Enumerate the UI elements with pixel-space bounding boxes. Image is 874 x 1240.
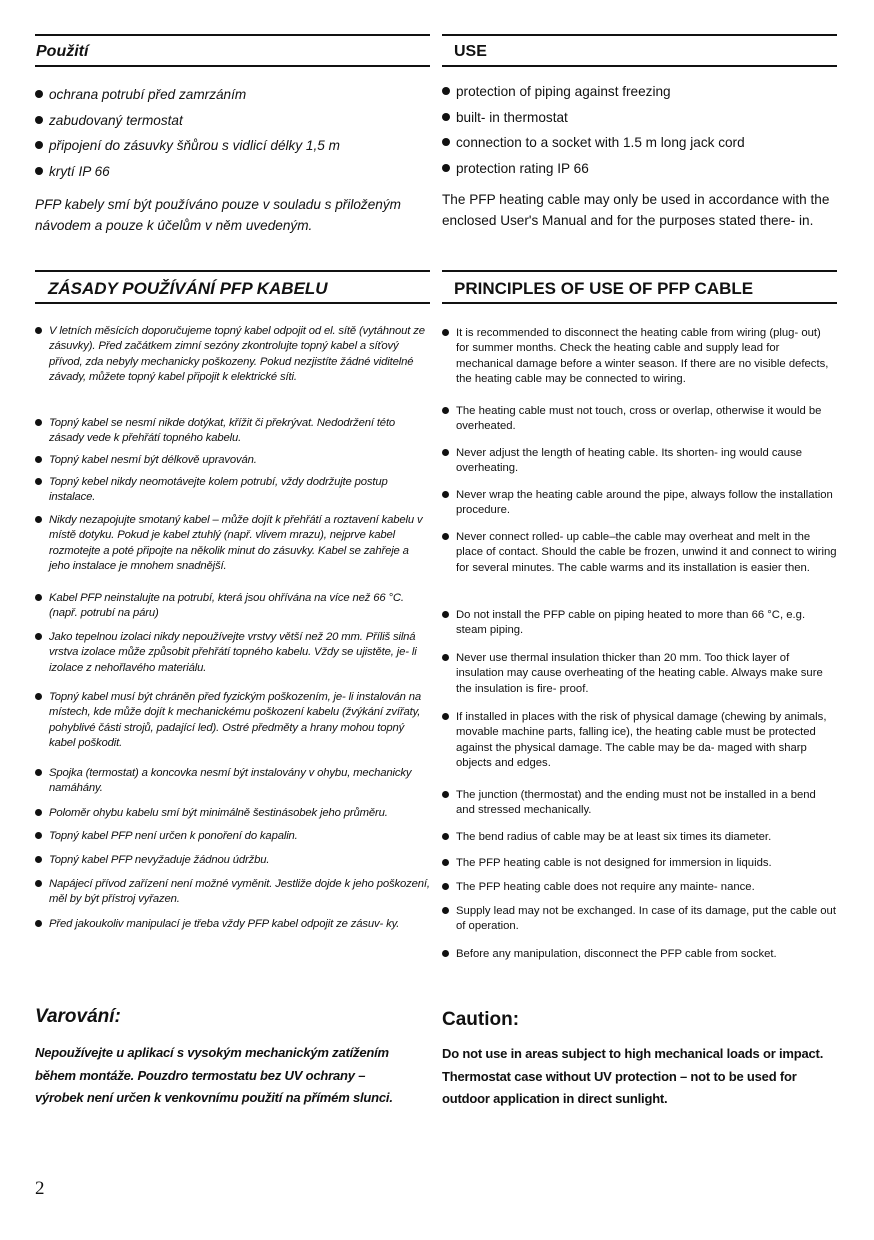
list-item: protection of piping against freezing — [442, 83, 837, 109]
caution-title-cs: Varování: — [35, 1006, 121, 1027]
list-item: Kabel PFP neinstalujte na potrubí, která jsou ohřívána na více než 66 °C. (např. potrubí na páru) — [35, 591, 430, 630]
list-item: The PFP heating cable does not require any mainte- nance. — [442, 880, 837, 904]
use-title-en: USE — [454, 43, 487, 60]
list-item: Topný kabel PFP není určen k ponoření do kapalin. — [35, 829, 430, 853]
list-item: The junction (thermostat) and the ending must not be installed in a bend and stressed mechanically. — [442, 788, 837, 830]
list-item: Topný kabel se nesmí nikde dotýkat, křížit či překrývat. Nedodržení této zásady vede k přehřátí topného kabelu. — [35, 416, 430, 453]
page-number: 2 — [35, 1178, 45, 1199]
list-item: Před jakoukoliv manipulací je třeba vždy PFP kabel odpojit ze zásuv- ky. — [35, 917, 430, 953]
list-item: Jako tepelnou izolaci nikdy nepoužívejte vrstvy větší než 20 mm. Příliš silná vrstva izolace může způsobit přehřátí topného kabelu. Vždy se ujistěte, je- li izolace z nehořlavého materiálu. — [35, 630, 430, 690]
principles-title-cs: ZÁSADY POUŽÍVÁNÍ PFP KABELU — [48, 279, 328, 298]
caution-title-en: Caution: — [442, 1009, 520, 1030]
list-item: Napájecí přívod zařízení není možné vyměnit. Jestliže dojde k jeho poškození, měl by být přístroj vyřazen. — [35, 877, 430, 917]
list-item: Never connect rolled- up cable–the cable may overheat and melt in the place of contact. Should the cable be frozen, unwind it and connect to wiring for several minutes. The cable warms and its installation is easier then. — [442, 530, 837, 608]
list-item: The PFP heating cable is not designed for immersion in liquids. — [442, 856, 837, 880]
list-item: Topný kabel musí být chráněn před fyzickým poškozením, je- li instalován na místech, kde může dojít k mechanickému poškození kabelu (žvýkání zvířaty, pohyblivé části strojů, padající led). Ostré předměty a hrany mohou topný kabel poškodit. — [35, 690, 430, 766]
list-item: Before any manipulation, disconnect the PFP cable from socket. — [442, 947, 837, 967]
list-item: Supply lead may not be exchanged. In case of its damage, put the cable out of operation. — [442, 904, 837, 947]
list-item: ochrana potrubí před zamrzáním — [35, 86, 430, 112]
list-item: connection to a socket with 1.5 m long jack cord — [442, 134, 837, 160]
principles-title-en: PRINCIPLES OF USE OF PFP CABLE — [454, 279, 754, 298]
list-item: Topný kabel PFP nevyžaduje žádnou údržbu. — [35, 853, 430, 877]
principles-list-cs — [35, 324, 430, 953]
use-note-cs: PFP kabely smí být používáno pouze v souladu s přiloženým návodem a pouze k účelům v něm uvedeným. — [35, 197, 401, 233]
principles-heading-cs — [35, 270, 430, 304]
list-item: Never use thermal insulation thicker than 20 mm. Too thick layer of insulation may cause overheating of the heating cable. Always make sure the insulation is fire- proof. — [442, 651, 837, 710]
list-item: Spojka (termostat) a koncovka nesmí být instalovány v ohybu, mechanicky namáhány. — [35, 766, 430, 806]
list-item: připojení do zásuvky šňůrou s vidlicí délky 1,5 m — [35, 137, 430, 163]
use-list-cs — [35, 86, 430, 188]
principles-list-en — [442, 326, 837, 967]
list-item: Topný kebel nikdy neomotávejte kolem potrubí, vždy dodržujte postup instalace. — [35, 475, 430, 513]
use-heading-cs — [35, 34, 430, 67]
use-heading-en — [442, 34, 837, 67]
list-item: V letních měsících doporučujeme topný kabel odpojit od el. sítě (vytáhnout ze zásuvky). Před začátkem zimní sezóny zkontrolujte topný kabel a síťový přívod, zda nebyly mechanicky poškozeny. Pokud nezjistíte žádné viditelné závady, můžete topný kabel připojit k elektrické síti. — [35, 324, 430, 416]
list-item: The heating cable must not touch, cross or overlap, otherwise it would be overheated. — [442, 404, 837, 446]
list-item: Never wrap the heating cable around the pipe, always follow the installation procedure. — [442, 488, 837, 530]
list-item: zabudovaný termostat — [35, 112, 430, 138]
caution-text-en: Do not use in areas subject to high mechanical loads or impact. Thermostat case without UV protection – not to be used for outdoor application in direct sunlight. — [442, 1046, 824, 1106]
list-item: protection rating IP 66 — [442, 160, 837, 186]
list-item: It is recommended to disconnect the heating cable from wiring (plug- out) for summer months. Check the heating cable and supply lead for mechanical damage before a winter season. If there are no visible defects, the heating cable may be connected to wiring. — [442, 326, 837, 404]
list-item: krytí IP 66 — [35, 163, 430, 189]
list-item: Poloměr ohybu kabelu smí být minimálně šestinásobek jeho průměru. — [35, 806, 430, 829]
principles-heading-en — [442, 270, 837, 304]
use-note-en: The PFP heating cable may only be used in accordance with the enclosed User's Manual and for the purposes stated there- in. — [442, 192, 830, 228]
list-item: Do not install the PFP cable on piping heated to more than 66 °C, e.g. steam piping. — [442, 608, 837, 651]
caution-text-cs: Nepoužívejte u aplikací s vysokým mechanickým zatížením během montáže. Pouzdro termostatu bez UV ochrany – výrobek není určen k venkovnímu použití na přímém slunci. — [35, 1045, 393, 1105]
list-item: Nikdy nezapojujte smotaný kabel – může dojít k přehřátí a roztavení kabelu v místě dotyku. Pokud je kabel ztuhlý (např. vlivem mrazu), nejprve kabel rozmotejte a poté připojte na několik minut do zásuvky. Kabel se zahřeje a jeho instalace je mnohem snadnější. — [35, 513, 430, 591]
list-item: If installed in places with the risk of physical damage (chewing by animals, movable machine parts, falling ice), the heating cable must be protected against the physical damage. The cable may be da- maged with sharp objects and edges. — [442, 710, 837, 788]
use-list-en — [442, 83, 837, 185]
use-title-cs: Použití — [36, 43, 89, 60]
list-item: built- in thermostat — [442, 109, 837, 135]
list-item: Topný kabel nesmí být délkově upravován. — [35, 453, 430, 475]
list-item: The bend radius of cable may be at least six times its diameter. — [442, 830, 837, 856]
list-item: Never adjust the length of heating cable. Its shorten- ing would cause overheating. — [442, 446, 837, 488]
